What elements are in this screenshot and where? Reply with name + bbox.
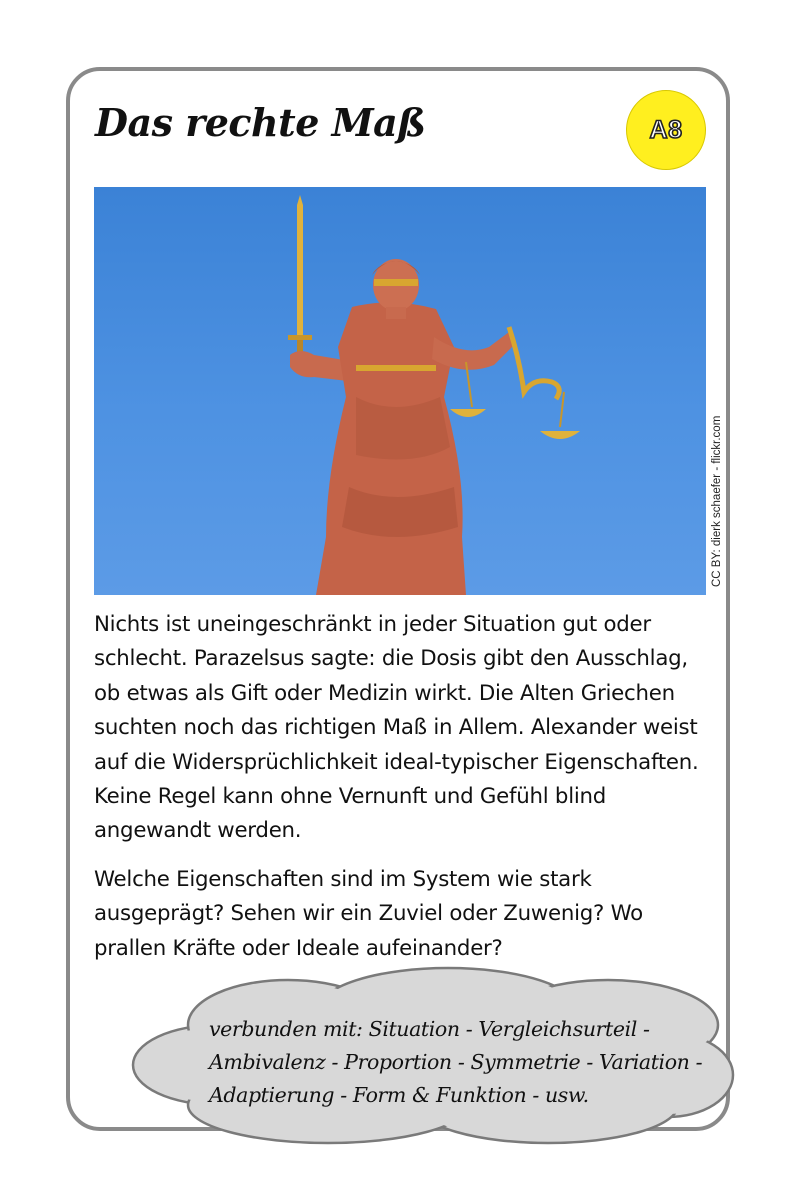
image-credit: CC BY: dierk schaefer - flickr.com [711,415,723,587]
card-badge [626,90,706,170]
related-concepts: verbunden mit: Situation - Vergleichsurteil - Ambivalenz - Proportion - Symmetrie - Variation - Adaptierung - Form & Funktion - usw. [209,1017,703,1107]
card-title: Das rechte Maß [95,100,426,145]
body-paragraph: Nichts ist uneingeschränkt in jeder Situation gut oder schlecht. Parazelsus sagte: die Dosis gibt den Ausschlag, ob etwas als Gift oder Medizin wirkt. Die Alten Griechen suchten noch das richtigen Maß in Allem. Alexander weist auf die Widersprüchlichkeit ideal-typischer Eigenschaften. Keine Regel kann ohne Vernunft und Gefühl blind angewandt werden. [94,612,699,844]
badge-label: A8 [649,115,683,144]
scales-icon [450,327,580,439]
justitia-statue-illustration [94,187,706,595]
card-body [94,608,714,966]
body-paragraph-questions: Welche Eigenschaften sind im System wie stark ausgeprägt? Sehen wir ein Zuviel oder Zuwenig? Wo prallen Kräfte oder Ideale aufeinander? [94,866,643,961]
sword-icon [288,195,312,358]
justitia-photo [94,187,706,595]
